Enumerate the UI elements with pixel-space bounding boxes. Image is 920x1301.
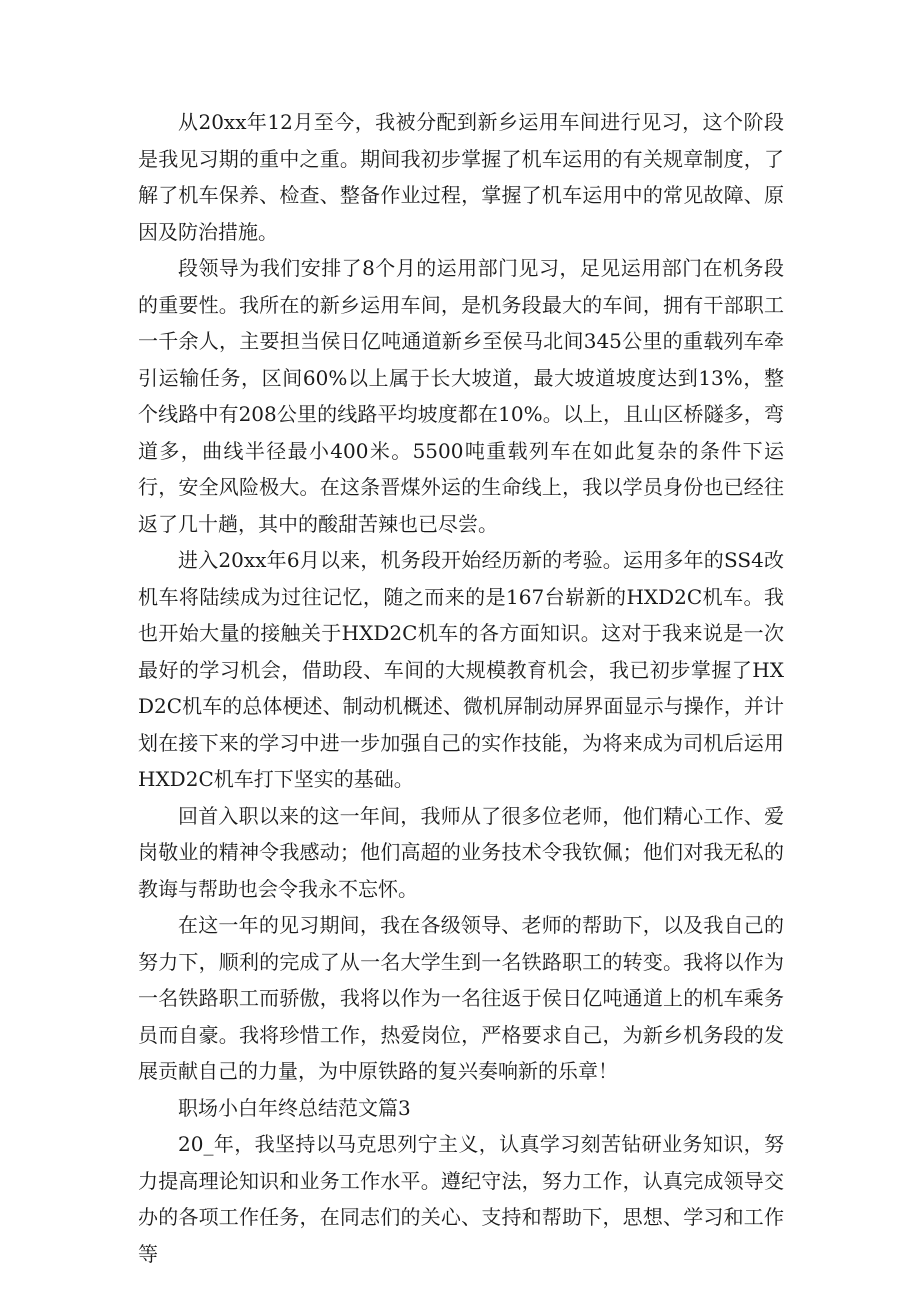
document-body — [138, 104, 784, 1272]
paragraph-5: 在这一年的见习期间，我在各级领导、老师的帮助下，以及我自己的努力下，顺利的完成了从一名大学生到一名铁路职工的转变。我将以作为一名铁路职工而骄傲，我将以作为一名往返于侯日亿吨通道上的机车乘务员而自豪。我将珍惜工作，热爱岗位，严格要求自己，为新乡机务段的发展贡献自己的力量，为中原铁路的复兴奏响新的乐章！ — [138, 913, 784, 1083]
paragraph-3: 进入20xx年6月以来，机务段开始经历新的考验。运用多年的SS4改机车将陆续成为过往记忆，随之而来的是167台崭新的HXD2C机车。我也开始大量的接触关于HXD2C机车的各方面知识。这对于我来说是一次最好的学习机会，借助段、车间的大规模教育机会，我已初步掌握了HXD2C机车的总体梗述、制动机概述、微机屏制动屏界面显示与操作，并计划在接下来的学习中进一步加强自己的实作技能，为将来成为司机后运用HXD2C机车打下坚实的基础。 — [138, 548, 784, 791]
paragraph-4: 回首入职以来的这一年间，我师从了很多位老师，他们精心工作、爱岗敬业的精神令我感动；他们高超的业务技术令我钦佩；他们对我无私的教诲与帮助也会令我永不忘怀。 — [138, 803, 784, 901]
paragraph-2: 段领导为我们安排了8个月的运用部门见习，足见运用部门在机务段的重要性。我所在的新乡运用车间，是机务段最大的车间，拥有干部职工一千余人，主要担当侯日亿吨通道新乡至侯马北间345公里的重载列车牵引运输任务，区间60%以上属于长大坡道，最大坡道坡度达到13%，整个线路中有208公里的线路平均坡度都在10%。以上，且山区桥隧多，弯道多，曲线半径最小400米。5500吨重载列车在如此复杂的条件下运行，安全风险极大。在这条晋煤外运的生命线上，我以学员身份也已经往返了几十趟，其中的酸甜苦辣也已尽尝。 — [138, 256, 784, 536]
paragraph-1: 从20xx年12月至今，我被分配到新乡运用车间进行见习，这个阶段是我见习期的重中之重。期间我初步掌握了机车运用的有关规章制度，了解了机车保养、检查、整备作业过程，掌握了机车运用中的常见故障、原因及防治措施。 — [138, 110, 784, 244]
paragraph-6: 20_年，我坚持以马克思列宁主义，认真学习刻苦钻研业务知识，努力提高理论知识和业务工作水平。遵纪守法，努力工作，认真完成领导交办的各项工作任务，在同志们的关心、支持和帮助下，思想、学习和工作等 — [138, 1132, 784, 1266]
section-heading: 职场小白年终总结范文篇3 — [178, 1095, 411, 1120]
